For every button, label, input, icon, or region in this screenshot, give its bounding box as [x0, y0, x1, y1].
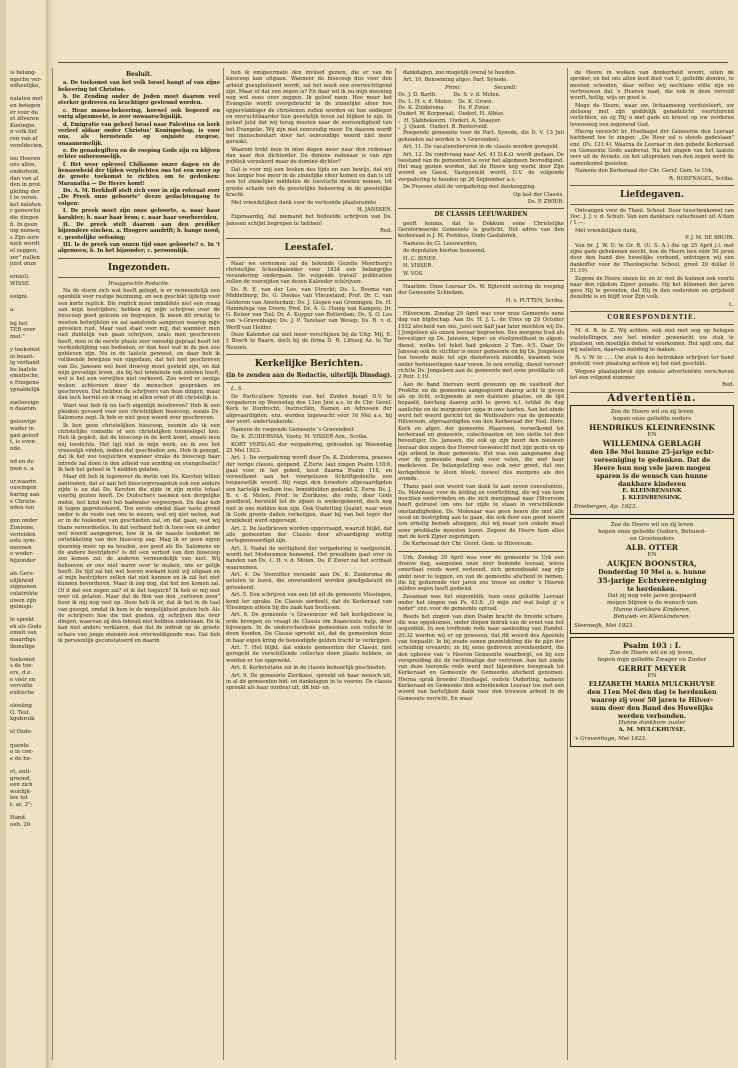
- strip-line: o in con-: [10, 749, 34, 756]
- strip-line: elijkheid: [10, 577, 34, 584]
- ad-name: WILLEMINA GERLAGH: [602, 439, 702, 449]
- strip-line: ieo Heeren: [10, 155, 41, 162]
- advertisement-kleinrensink: [570, 405, 734, 515]
- ad-line: hopen mijn geliefde Zwager en Zuster: [597, 657, 707, 664]
- strip-line: o weder-: [10, 551, 34, 558]
- haarlem-signature: H. v. PUTTEN, Scriba.: [505, 297, 564, 304]
- strip-line: et, anti-: [10, 768, 32, 775]
- strip-line: [10, 650, 48, 657]
- ingezonden-continued: [226, 70, 392, 206]
- paragraph: Hierop verzocht br. Hoefnagel der Gemeente den Leeraar hiebbend toe te zingen: „De Heer zal u steeds gadeslaan" enz. (Ps. 121:4). Waarna de Leeraar in den gebede Kerkeraad en Gemeente Gode aanbeval. Na het zingen van het laatste vers uit de Avondz. en het uitspreken van den zegen werd de samenkomst gesloten.: [570, 129, 734, 167]
- ad-line: werden verbonden.: [617, 712, 687, 721]
- paragraph: „ J. Quant. Ouderl. B. Besterveld.: [398, 123, 489, 130]
- paragraph: c. Hene massa-bekeering, hoewel ook begeerd en vurig afgesmeekt, is zeer onwaarschijnlijk.: [58, 107, 220, 121]
- ad-line: vereeniging te gedenken. Dat de: [593, 456, 711, 465]
- classis-report-end: [398, 130, 564, 190]
- hilversum-report: [398, 311, 564, 548]
- advertisement-meyer: [570, 637, 734, 747]
- ad-line: Dat zij nog vele jaren gespaard: [607, 593, 697, 600]
- paragraph: Want wat heb ik nu toch eigenlijk misdreven? Heb ik een pleidooi gevoerd voor een christelijken bioscoop, zooals Ds. Salomons zegt. Ik heb er niet geen woord over geschreven.: [58, 402, 220, 422]
- ad-name: ALB. OTTER: [625, 543, 679, 553]
- strip-line: e vóór en: [10, 676, 36, 683]
- paragraph: d. Emigratie van geheel Israel naar Palestina en kerk verleef aldaar onder Christus' Koningschap, is voor ons, als berustende op onjuiste exegese, onaannemelijk.: [58, 121, 220, 147]
- ad-line: Zoo de Heere wil en zij leven: [610, 409, 694, 416]
- strip-line: ikonstige: [10, 643, 36, 650]
- strip-line: ndheelijke,: [10, 83, 41, 90]
- ad-line: te herdenken.: [627, 585, 677, 594]
- column-4: [570, 70, 734, 1060]
- ad-line: Hunne dankbare Kinderen,: [613, 607, 691, 614]
- strip-line: O. Test.: [10, 709, 31, 716]
- divider: [570, 204, 734, 205]
- strip-line: bijzonder: [10, 557, 36, 564]
- paragraph: Hilversum. Zondag 29 April was voor onze Gemeente eene dag van blijdschap. Aan Ds. H. J. L. de Vries op 29 October 1922 afscheid van ons, juist een half jaar later mochten wij Ds. J Jongeleen als onzen leeraar begroeten. Des morgens trad als bevestiger op Ds. Janssen, leger- en vlootpredikant in algem. dienst, welke tot tekst had gekozen 2 Tim. 4:5. Daar Ds Janssen ook de stichter is onzer gemeente en bij Ds. Jongeleen ten tweede male tot zijn dienstwerk inleidde, kwamen vele onder herinneringen naar voren. In een ernstig, dienst vervoer richtte Ds. Jongeleen aan de gemeente met eene predikatie uit 2 Petr. 1:19.: [398, 311, 564, 381]
- ad-place-date: Steenwijk, Mei 1923.: [574, 623, 635, 630]
- ad-line: sparen is de wensch van hunne: [596, 472, 708, 481]
- paragraph: H. VISSER.: [403, 263, 433, 270]
- paragraph: De Kerkeraad der Chr. Geref. Gem. te Hilversum.: [403, 541, 533, 548]
- strip-line: ngsche ver-: [10, 76, 42, 83]
- paragraph: b. De Zending onder de Joden moet daarom veel sterker gedreven en krachtiger gesteund worden.: [58, 94, 220, 107]
- paragraph: Deze Kalender zal niet meer verschijnen bij de Uitg. Mij. E. J. Bosch te Baarn, doch bij de firma D. H. Littooij Az. te Ter Neuzen.: [226, 332, 392, 351]
- strip-line: [10, 736, 48, 743]
- strip-line: t: ar, 3";: [10, 801, 33, 808]
- strip-line: [10, 565, 48, 572]
- paragraph: Zooaman was het ongemblik, toen onze geliefde Leeraar onder het zingen van Ps. 43:8: „O mijn ziel wat buigt g' u neder" enz. voor de gemeente optrad.: [398, 593, 564, 613]
- strip-line: kgebruik: [10, 716, 35, 723]
- strip-line: [10, 288, 48, 295]
- strip-line: ypnaldelijk: [10, 386, 40, 393]
- urk-signature: R. HOEFNAGEL, Scriba.: [669, 175, 734, 182]
- ad-name: AUKJEN BOONSTRA,: [607, 559, 697, 569]
- strip-line: olooiing: [10, 703, 32, 709]
- paragraph: de deputaten hiertoe benoemd,: [403, 248, 486, 255]
- liefdegaven-text: [570, 208, 734, 234]
- strip-line: vervatte: [10, 683, 33, 690]
- strip-line: [10, 314, 48, 321]
- divider: [398, 307, 564, 308]
- column-3: [398, 70, 564, 1060]
- paragraph: Art. 11. De vacatureberuren in de classis worden geregeld.: [403, 144, 560, 151]
- paragraph: De Praeses sluit de vergadering met dankzegging.: [403, 184, 536, 191]
- secundi-label: Secundi:: [494, 84, 517, 91]
- ad-line: 35-jarige Echtvereeniging: [597, 576, 707, 586]
- strip-line: r geneerloi: [10, 208, 41, 215]
- strip-line: TER over: [10, 327, 36, 334]
- paragraph: a. De toekomst van het volk Israel hangt af van zijne bekeering tot Christus.: [58, 80, 220, 93]
- ad-line: EN: [647, 432, 657, 439]
- classis-report-continued: [398, 70, 564, 84]
- strip-line: t, is even-: [10, 439, 37, 446]
- paragraph: Maar dit heb ik tegenover de motie van Ds. Kersten willen aantoonen, dat er aan het bioscoopvraagstuk ook een andere zijde is en dat Ds. Kersten die zijde in zijn motie totaal voorbij gezien heeft. De Duitschers noemen een dergelijke motie, het kind met het badwater wegwerpen. En daar heb ik tegen geprotesteerd. Ten eerste omdat daar vaste grond onder is de veste van ons te wezen, wat wij niet weten, wat er in de toekomst van geschieden zal, en dat gaan, wat wij thans veroordeelen. In dat verband heb ik toen een en ander wel woord aangegeven, hoe ik in de naaste toekomst de ontwikkeling van den bioscoop zag. Mag ik er geen eigen meening meer op na houden, zoo goed als Ds. Salomons en de andere bestrijders? Is dit een verbod van den bioscoop zoo komen zal; de anderen vermoedelijk van niet. Wij behoeven er ons niet warm over te maken, wie er gelijk heeft. De tijd zal het wel leeren wiekant kunt wij uitgaan en al mijn bestrijders zullen dat niet kunnen en ik zal het niet kunnen bevorderen. Maar ik zeg nog, dat het zoo komen zal. Of it dat een zegen zal? of ik dat toejuich? Ik heb er mij niet over uit gelaten. Maar dat de film van den „verloren zoon" hoor ik mij nog veel op. Deze heb ik er, dat ik het in de taal van gezegd, omdat ik hem in de mogelijkheid gezien heb. Als de schrijvers hoe die niet goeten, zij schrijven dus over dingen, waarvan zij den inhoud niet hebben onderzaan. En ik kan niet anders verklaren, dan dat de indruk op de groote schare van jonge mannen een overweldigende was. Dat heb ik persoonlijk geconstateerd en daarin: [58, 474, 220, 645]
- strip-line: Hand.: [10, 815, 27, 822]
- ad-line: den 11en Mei den dag te herdenken: [587, 688, 717, 697]
- paragraph: Ds. K. Zuidersma. Ds. P. Zwier.: [398, 105, 491, 112]
- paragraph: Art. 9. De gemeente Zierikzee, spreekt uit haar wensch uit, in al de gemeenten bid- en dankdagen in te voeren. De classis spreekt als haar oordeel uit, dit bid- en: [226, 672, 392, 692]
- divider: [226, 238, 392, 239]
- ls-salutation: L. S.: [231, 386, 243, 393]
- paragraph: H. C. BINEE.: [403, 255, 438, 262]
- primi-label: Primi:: [445, 84, 462, 91]
- paragraph: Aan de hand hiervan werd gewezen op de vastheid der Profetie en de gemeente aangespoord daarop acht te geven als op licht, schijnende in een duistere plaatse, en de tijd bepaald, hierlang daarop acht te geven n.l. totdat de dag aanlichte en de morgenster opga in uwe harten. Aan het einde werd het woord gericht tot de Wethouders van de gemeente Hilversum, afgevaardigden van den Kerkeraad der Ned. Herv. Kerk en afgev. der gemeente Maarssen, verwelkomd tot kerkeraad en gemeente, catechisanten en ten slotte tot den bevestiger, Ds. Janssen, die ook op zijn beurt den nieuwen leeraar den zegen des Heeren toewenscht met zijn gezin en op zijn arbeid in deze gemeente. Het was een aangename dag voor de gemeente maar ook voor velen, die met haar medeleven. De belangstelling was ook zeer groot, dat ons kerkgebouw te klein bleek, zoowel des morgens als des avonds.: [398, 381, 564, 483]
- divider: [398, 208, 564, 209]
- strip-line: [10, 512, 48, 519]
- strip-line: als Gere-: [10, 571, 35, 578]
- paragraph: Ik ken geen christelijken bioscoop, zoomin als ik een christelijke comedie of een christelijken tooneelspel ken. Heb ik gepleit, dat de bioscoop in de kerk komt, zooals men mij toedichte. Het ligt niet in mijn werk, en ik zou het vreeselijk vinden, indien dat geschieden zou. Heb ik gezegd, dat ik het zoo toejuichen wanneer straks de bioscoop haar intrede zal doen in den arbeid van zending en evangelisatie? Ik heb het geheel in 't midden gelaten.: [58, 422, 220, 473]
- strip-line: erniol).: [10, 274, 30, 281]
- urk-report-continued: [570, 70, 734, 174]
- strip-line: [10, 149, 48, 156]
- paragraph: Art. 2. De lastbrieven worden opgevraagd, waaruit blijkt, dat alle gemeenten der Classis door afvaardiging wettig vertegenwoordigd zijn.: [226, 525, 392, 545]
- ad-line: en Grootouders: [629, 536, 675, 543]
- strip-line: [10, 413, 48, 420]
- strip-line: den in prot.: [10, 182, 42, 189]
- classis-sign-b: Ds. P. ZWIER.: [527, 199, 564, 206]
- header-rule: [58, 62, 728, 63]
- strip-line: [10, 393, 48, 400]
- ad-line: waarop zij voor 50 jaren te Hilver-: [590, 696, 714, 705]
- strip-line: quente: [10, 742, 29, 749]
- besluit-heading: Besluit.: [125, 71, 153, 78]
- paragraph: Thans past een woord van dank te aan zeven consulenten, Ds. Molenaar, voor de leiding en voorlichting, die wij van hem mochten ondervinden en die zich menigmaal naar Hilversum heeft getroost om ons ter zijde te staan in verschillende omstandigheden. Ds. Molenaar was geen heere die met alle nood en bestrijding aan te gaan, die ook door een goed woord een ernstig bezoek afzeggen, dat wij maar een enkele maal eene predikatie moesten lezen. Zegene de Heere hem alles met de kerk Zijner zegeningen.: [398, 483, 564, 540]
- paragraph: Art. 10. Benoeming afgev. Part. Synode.: [403, 77, 509, 84]
- paragraph: Ontvangen voor de Theol. School: Door tusschenkomst van Doc. J. J. v. d. Schuit. Van een dankbare catechisant uit A'dam / 1.—.: [570, 207, 734, 227]
- leestafel-heading: Leestafel.: [284, 242, 334, 253]
- paragraph: „ H. Slabbekoorn. Ouderl. A. Snaayer.: [398, 117, 502, 124]
- besluit-list: [58, 80, 220, 254]
- gift-signature: L.: [728, 301, 734, 308]
- strip-line: e Christe-: [10, 498, 37, 505]
- divider: [570, 185, 734, 186]
- paragraph: Roepende gemeente voor de Part. Synode, die D. V. 13 Juli gehouden zal worden is 's Gravendeel.: [398, 130, 564, 143]
- strip-line: n volk lief: [10, 129, 37, 136]
- paragraph: Moge de Heere, waar uw, lichaamsoog verduisteert, uw zielsoog met zijn goddelijk genadelicht voortdurend verlichten, en zij Hij u met gade en kroost op uw verderen levensweg een zegenend God.: [570, 102, 734, 128]
- strip-line: gleling der: [10, 188, 40, 195]
- ad-name: ELIZABETH MARIA MULCKHUYSE: [588, 680, 716, 689]
- paragraph: Ds. K. ZUIDERSMA, Voorz. M. VISSER Azn., Scriba.: [231, 434, 369, 441]
- paragraph: f. Het weer opleveel Chiliasme onzer dagen en de benauwheid der tijden verplichten ons tot een meer op de groote toekomst te richten om te gedenken: Maranatha — De Heere komt!: [58, 161, 220, 187]
- urk-report: [398, 555, 564, 702]
- liefdegaven-heading: Liefdegaven.: [619, 189, 685, 200]
- strip-line: groond,: [10, 775, 32, 782]
- strip-line: e Enogeno: [10, 379, 39, 386]
- ad-line: hopen onze geliefde ouders: [612, 416, 692, 423]
- strip-line: tee tot: [10, 795, 28, 802]
- strip-line: nden ten: [10, 505, 35, 512]
- strip-line: el zeggen,: [10, 248, 38, 255]
- strip-line: s Zijn oore: [10, 234, 40, 241]
- strip-line: ers, d.e.: [10, 670, 33, 677]
- strip-line: bij het: [10, 320, 28, 327]
- ad-signature: E. KLEINRENSINK: [622, 488, 682, 495]
- strip-line: in beant-: [10, 353, 35, 360]
- classis-leeuwarden-text: [398, 221, 564, 277]
- paragraph: Art. 4. De Voorzitter verzoekt aan Ds. K. Zuidersma de notulen te lezen, die onveranderd worden goedgekeurd en geteekend.: [226, 572, 392, 591]
- correspondentie-heading: CORRESPONDENTIE.: [607, 314, 697, 322]
- ad-name: GERRIT MEYER: [618, 664, 686, 674]
- ad-line: Zoo de Heere wil en zij leven,: [609, 650, 695, 657]
- advertisement-otter: [570, 518, 734, 634]
- ad-line: sum door den Band des Huwelijks: [591, 704, 713, 713]
- strip-line: ons allen,: [10, 162, 37, 169]
- ad-name: HENDRIKUS KLEINRENSINK: [589, 423, 715, 433]
- strip-line: gen onder: [10, 518, 38, 525]
- strip-line: oeb. 20.: [10, 821, 32, 828]
- strip-line: zer" nullen: [10, 254, 40, 261]
- paragraph: Met vriendelijken dank,: [575, 227, 638, 234]
- ad-line: hopen onze geliefde Ouders, Behuwd-: [598, 529, 706, 536]
- paragraph: Urk. Zondag 29 April was voor de gemeente te Urk een droeve dag, aangezien onze zoer beminde leeraar, wiens emeritaat reeds werd verleend, zich genoodzaakt zag zijn ambt neer te leggen, en van de gemeente afscheid te nemen, die bij gedurende vier jaren zoo trouw en onder 's Heeren milden zegen heeft gediend.: [398, 554, 564, 593]
- strip-line: die dingen: [10, 215, 39, 222]
- strip-line: ouwingen: [10, 485, 37, 492]
- advertenties-heading: Advertentiën.: [607, 392, 697, 404]
- strip-line: zaeloovige: [10, 399, 39, 406]
- paragraph: De Particuliere Synode van het Zuiden hoopt D.V. te vergaderen op Woensdag den 13en Juni a.s. in de Chr. Geref. Kerk te Dordrecht. Instructiën, Namen en Adressen der afgevaardigden, enz. worden ingewacht vóór 16 Mei a.s. bij der overl. onderteekende.: [226, 393, 392, 426]
- ad-line: Zoo de Heere wil en zij leven: [610, 522, 694, 529]
- ad-line: Donderdag 10 Mei a. s. hunne: [598, 568, 706, 577]
- strip-line: el Ozde-: [10, 729, 33, 736]
- strip-line: nd en de: [10, 459, 34, 466]
- paragraph: Art. 12. De rondvraag naar Art. 41 D.K.O. wordt gedaan. De toestand van de gemeenten is over het algemeen bevredigend. Het mag gezien worden, dat de Heere nog werkt door Zijn woord en Geest. Vastgesteld wordt, D.V. de volgende vergadering te houden op 26 September a.s.: [398, 151, 564, 183]
- strip-line: t te voren.: [10, 195, 39, 202]
- strip-line: [10, 301, 48, 308]
- paragraph: Met vriendelijken dank voor de verleende plaatsruimte: [231, 199, 377, 206]
- strip-line: ing nemen;: [10, 228, 41, 235]
- strip-line: [10, 452, 48, 459]
- strip-line: [10, 340, 48, 347]
- strip-line: Koningin.: [10, 122, 37, 129]
- paragraph: Art. 3. Nadat de wettigheid der vergadering is vastgesteld, wordt het Moderamen benoemd. Het presidium gaat over in handen van Ds. L. H. v. d. Molen. Ds. P. Zwier zal het scribaat waarnemen.: [226, 545, 392, 571]
- strip-line: ër voor de: [10, 109, 38, 116]
- strip-line: toekomst: [10, 656, 36, 663]
- paragraph: III. Is de preek van onzen tijd onze geboorte? e. In 't algemeen; b. In het bijzonder; c. persoonlijk.: [58, 242, 220, 255]
- strip-line: [10, 696, 48, 703]
- paragraph: Naar we vernemen zal de bekende Gezelle Meerburg's christelijke Schoolkalender voor 1924 een belangrijke verandering ondergaan. De volgende travail' publicatien zullen de voorzijden van dezen Kalender sch(rijven:: [226, 260, 392, 286]
- paragraph: Ds. A. M. Berkhoff stelt zich voor in zijn referaat over „De Preek onze geboorte" deeze gedachtengang te volgen:: [58, 188, 220, 207]
- strip-line: este aym-: [10, 538, 37, 545]
- paragraph: Art. 8. Kerkvisitatie zal in de classis behoorlijk geschieden.: [231, 665, 387, 672]
- paragraph: Wegens plaatsgebrek zijn enkele advertentiën verschoven tot een volgend nummer.: [570, 368, 734, 381]
- strip-line: Zonisme,: [10, 524, 35, 531]
- strip-line: ket nalaten: [10, 201, 41, 208]
- strip-line: exitische: [10, 689, 35, 696]
- divider: [570, 311, 734, 312]
- strip-line: vereldecien,: [10, 142, 44, 149]
- paragraph: Namens den Kerkeraad der Chr. Geref. Gem. te Urk,: [575, 168, 714, 175]
- strip-line: e de be-: [10, 755, 32, 762]
- paragraph: I. De preek moet zijn onze geboorte, a. naar haar karakter; b. naar haar bron; c. naar haar voorbereiden.: [58, 208, 220, 221]
- paragraph: Namens de roepende Gemeente 's Gravendeel:: [231, 426, 355, 433]
- strip-line: [10, 611, 48, 618]
- strip-line: dan van al: [10, 175, 39, 182]
- paragraph: e. De genadegiften en de roeping Gods zijn en blijven echter onberouwelijk.: [58, 148, 220, 161]
- correspondentie-text: [570, 328, 734, 381]
- ad-place-date: 's Gravenhage, Mei 1923.: [574, 736, 647, 743]
- paragraph: dankdagen, zoo mogelijk overal te houden.: [403, 70, 517, 76]
- ingezonden-salutation: Hooggeachte Redactie.: [108, 280, 170, 287]
- strip-line: le sprekt: [10, 617, 35, 624]
- ad-signature: J. KLEINRENSINK.: [622, 495, 682, 502]
- strip-line: maardige: [10, 637, 36, 644]
- strip-line: [10, 809, 48, 816]
- strip-line: zigmanen: [10, 584, 37, 591]
- strip-line: ur,waarin: [10, 478, 36, 485]
- kerkelijke-berichten-subheading: (in te zenden aan de Redactie, uiterlijk Dinsdag).: [226, 372, 392, 380]
- strip-line: WISSE.: [10, 281, 31, 287]
- ad-line: dankbare kinderen: [617, 480, 687, 489]
- strip-line: juist onze: [10, 261, 37, 268]
- divider: [398, 280, 564, 281]
- paragraph: Ds. L. H. v. d. Molen. Ds. K. Groen.: [398, 98, 494, 105]
- strip-line: a.: [10, 307, 15, 314]
- strip-line: een zich: [10, 782, 33, 789]
- kerkelijke-berichten-text: [226, 394, 392, 692]
- strip-line: et zilveren: [10, 116, 39, 123]
- liefdegaven-signature: P. J. M. DE BRUIN.: [685, 235, 734, 242]
- paragraph: Zegene de Heere onzen br. en zr. met de kunnen ook voorts naar den rijkdom Zijner genade. Hij het klimmen der jaren geve Hij te gevoelen, dat Hij in den ouderdom en grijsheid dezelfde is en blijft voor Zijn volk.: [570, 275, 734, 301]
- paragraph: heb ik emigeermate den invloed gezien, die er van de bioscoop kan uitgaan. Wanneer de bioscoop dus voor den arbeid geexploiteerd wordt, zal het nooit een overwichtigend zijn. Maar of dat een zegen is? En daar wil ik nu mijn meening nog wel eens over zeggen. Ik geloof neen. Hoe meer het Evangelie wordt overgebracht in de zinnelijke sfeer hoe oppervlakkiger de christenen zullen worden en hoe ondieper en onvruchtbaarder hun geestelijk leven zal blijken te zijn. Ik geloof juist dat wij terug moeten naar de eenvoudigheid van het Evangelie. Wij zijn niet eenvoudig meer. En daarom wordt het menschenhart door het eenvoudige woord niet meer geraakt.: [226, 70, 392, 146]
- editor-note: Eigenaardig, dat niemand het bedoelde schrijven van Ds. Janssen schijnt begrepen te hebben!: [226, 214, 392, 227]
- divider: [226, 382, 392, 383]
- paragraph: Namens de Cl. Leeuwarden,: [403, 240, 478, 247]
- ad-line: Behuwd- en Kleinkinderen.: [613, 614, 691, 621]
- strip-line: nalaten met: [10, 96, 43, 103]
- divider: [58, 277, 220, 278]
- column-1: [58, 70, 220, 1060]
- classis-leeuwarden-heading: DE CLASSIS LEEUWARDEN: [434, 211, 528, 219]
- strip-line: ren van af: [10, 135, 38, 142]
- paragraph: Ds. R. E. van der Lee, van Utrecht; Ds. L. Bouma van Middelburg; Ds. G. Doekes van Vlieuwland; Prof. Dr. C. van Gelderen van Amsterdam; Ds. J. Gispen van Groningen; Ds. H. Hamminga van Doorn; Prof. Dr. A. G. Honig van Kampen; Dr. G. Keizer van Tiel; Dr. A. Kuyper van Rotterdam; Ds. S. O. Los van 's-Gravenhage; Ds. J. P. Tazelaar van Wesep; Ds. B. v. d. Werff van Helder.: [226, 286, 392, 331]
- strip-line: ñ. In geen: [10, 221, 38, 228]
- ad-psalm: Psalm 103 : I.: [623, 641, 681, 651]
- column-rule: [395, 68, 396, 1060]
- strip-line: wader in: [10, 426, 34, 433]
- strip-line: he laatste: [10, 366, 37, 373]
- paragraph: geeft kennis, dat te Dokkum eene Christelijke Gereformeerde Gemeente is gesticht. Het adres van den kerkeraad is J. M. Postmus, Oude Gasfabriek.: [398, 220, 564, 240]
- paragraph: W. VOS.: [403, 270, 424, 277]
- strip-line: [10, 723, 48, 730]
- paragraph: Art. 1. De vergadering wordt door Ds. K. Zuidersma, praeses der vorige classis, geopend. Z.Eerw. laat zingen Psalm 118:6, gaat voor in het gebed, leest daarna Psalm 118. en verwelkomt aan het voorgelezen Schriftgedeelte een toepasselijk woord. Hij roept den broeders afgevaardigden een hartelijk welkom toe. Inmiddelden gedankt Z. Eerw. Ds. J. B. v. d. Molen, Pred. te Zierikzee, die rede, door Gods goedheid, hersteld tot de zijnen is wedergekeerd, doch nog niet in ons midden kon zijn. Ook Ouderling Quaint, naar wien ik Gods groote daden verkeilgen, daar hij van het leger der krankheid werd opgeroept.: [226, 455, 392, 525]
- paragraph: M. d. B. te Z. Wij achten, ook niet met oog op belegen vaststellingen, zoo het minder gewenscht uw stuk te plaatsen, om moeilijke debat te voorkomen. Het spijt ons, dat wij nalieten, daarvan melding te maken.: [570, 328, 734, 354]
- strip-line: is belang-: [10, 70, 37, 76]
- column-2: [226, 70, 392, 1060]
- strip-line: mat.": [10, 333, 25, 340]
- ad-line: EN: [647, 552, 657, 559]
- ad-line: Heere hun nog vele jaren mogen: [593, 464, 711, 473]
- paragraph: Reeds het zingen van dien Psalm bracht de breede schare, die was opgekomen, onder diepen indruk van de ernst van het oogenblik. In een treffende rede naar aanleiding van Handel. 20:32 werden wij er op gewezen, dat dit woord des Apostels van toepaslit: Ie bij zoude eenen gezontdeling die de pijn der scheiding ervaarde; ze bij eene gedreven zevenhonderd, die den opbouw van 's Heeren Gemeente waarborgt, en bij een verspreiding die de rechtmatige der vertrouw. Aan het einde van deze leerende rede werd met bijzondere toespraak tot Kerkeraad en Gemeente de Gemeente afscheid genomen. Hierna sprak broeder Hoefnagel, oudste Ouderling, namens Kerkeraad en Gemeente den scheidenden Leeraar toe met een woord van hartelijken dank voor den trouwen arbeid in de Gemeente verricht. En waar: [398, 613, 564, 702]
- ad-line: Hunne dankbare zuster: [618, 720, 686, 727]
- classis-sign-a: Op last der Classis,: [513, 191, 564, 198]
- strip-line: y toekomst: [10, 346, 40, 353]
- strip-line: nde.: [10, 445, 22, 452]
- divider: [58, 258, 220, 259]
- strip-line: nieh wordt: [10, 241, 40, 248]
- strip-line: emeit van: [10, 630, 37, 637]
- divider: [398, 551, 564, 552]
- divider: [226, 257, 392, 258]
- paragraph: Art. 7. Het blijkt, dat enkele gemeenten der Classis, niet geregeld de verschillende collecten doen plaats hebben, ze worden er toe opgewekt.: [226, 645, 392, 664]
- left-strip-column: [10, 70, 48, 828]
- paragraph: Ouderl. W. Korporaal. Ouderl. H. Albiss.: [398, 111, 505, 118]
- strip-line: meenen: [10, 544, 32, 551]
- strip-line: [10, 472, 48, 479]
- strip-line: lg verhand: [10, 360, 40, 367]
- column-rule: [223, 68, 224, 1060]
- column-rule: [567, 68, 568, 1060]
- paragraph: Van br. J. W. D. te Gr. R. (U. S. A.) die op 25 April j.l. met zijne gade gehekenen mocht, hoe de Heere hen vóór 50 jaren door den band des huwelijks verbond, ontvingen wij een dankoffer voor de Theologische School, groot 20 dollar (f 51.10).: [570, 242, 734, 275]
- strip-line: [10, 762, 48, 769]
- strip-line: uwen zijn: [10, 597, 37, 604]
- strip-line: colatrekte: [10, 590, 38, 597]
- strip-line: s de toe-: [10, 663, 34, 670]
- editor-note-signature: Red.: [380, 228, 392, 235]
- strip-line: baring aan: [10, 492, 40, 498]
- strip-line: ek als Gods: [10, 623, 42, 630]
- correspondentie-signature: Red.: [722, 382, 734, 389]
- paragraph: Art. 6. De gemeente 's Gravenzoer wil het kerkgebouw in orde brengen en vraagt de Classis om financieele hulp, door bijvoegen. In de onderscheidene gemeenten een collecte te doen houden. De Classis spreekt uit, dat de gemeenten deze in haar eigen kring de benoodigde gelden tracht te verkrijgen.: [226, 612, 392, 644]
- strip-line: enderheid,: [10, 168, 40, 175]
- strip-line: verleiden: [10, 531, 36, 538]
- synode-labels: [398, 85, 564, 91]
- strip-line: ematische,: [10, 373, 40, 380]
- paragraph: Waarom trekt men in onze dagen meer naar den redenaar dan naar den dichterder. De domine redenaar is van zijn publiek verzekerd maar de dominé-dichter?: [226, 146, 392, 166]
- haarlem-notice: Haarlem. Onze Leeraar Ds. W. Bijleveld outving de roeping der Gemeente Schiedam.: [398, 284, 564, 297]
- newspaper-page: [6, 0, 738, 1068]
- paragraph: Dat is voor mij een teeken des tijds en een bewijs, dat wij hoe langer hoe meer in de zinnelijke sfeer komen en dan is uit een tot zinnelijke middelen de toevlucht moeten nemen, tot groote schade van de geestelijke bekeering in de geestelijke kracht.: [226, 166, 392, 199]
- strip-line: jnen o. a.: [10, 465, 36, 472]
- strip-line: wonlijk-: [10, 788, 32, 795]
- ad-line: mogen blijven is de wensch van: [607, 600, 697, 607]
- strip-line: eelgni.: [10, 294, 29, 301]
- strip-line: geimspi-: [10, 604, 34, 611]
- paragraph: Ds. J. D. Barth. Ds. S. v. d. Molen.: [398, 92, 501, 99]
- gift-notice: [570, 243, 734, 301]
- synode-delegates: [398, 92, 564, 130]
- ingezonden-signature: H. JANSSEN.: [357, 206, 392, 213]
- ad-line: EN: [647, 673, 657, 680]
- paragraph: Na de storm zich wat heeft gelegd, is er vermoedelijk een ogenblik voor rustige bezinning, en een geschikt tijdstip voor een korte replick. Die replick moet inmiddels niet een vraag aan mijn bestrijders; hebben zij mijn schrijven over de bioscoop goed gelezen en begrepen. Ik meen dit ernstig te moeten betwijfelen en zal aanstonds aangeven waarop mijn gevoelen rust. Maar vast staat voor mij, dat wanneer men niet duidelijk van gaan schrijven, zoals men geschreven heeft, men in de eerste plaats zeer onnodig gepraat heeft tot verduidelijking van bedoelen, er dan heel wat in de pen zou gebleven zijn. Nu in de laatste geweest, en daar heb ik voldoende bewijzen van opgedaan, dat het met geschreven van Ds. Janssen wel heel droevig moet gesteld zijn, en dat mijn gevoelige leven, zie bij het tenminste ook zeloten heeft, wel is het een verwijten niet verkeerd. Zoo werd er eenige weken achtereen door de menschen gesproken en geschreven. Dat hebben de schrijvers van deze dingen, maar dan toch herrièl en ik vraag in allen ernst of dit christelijk is.: [58, 288, 220, 402]
- column-rule: [52, 68, 53, 1060]
- ad-place-date: Driebergen, Ap. 1923.: [574, 504, 638, 511]
- paragraph: KORT VERSLAG der vergadering, gehouden op Woensdag 25 Mei 1923.: [226, 441, 392, 454]
- paragraph: Art. 5. Een schrijven van een lid uit de gemeente Vlissingen, komt ter sprake. De Classis oordeelt, dat de Kerkeraad van Vlissingen alléén bij die zaak kan beslissen.: [226, 592, 392, 611]
- kerkelijke-berichten-heading: Kerkelijke Berichten.: [254, 359, 364, 370]
- paragraph: II. De preek stelt daarom aan den prediker bijzondere eischen. a. Hoogere aandrift; b. bange nood; c. geestelijke oefening;: [58, 222, 220, 241]
- strip-line: geloovige: [10, 419, 37, 426]
- ingezonden-text: [58, 288, 220, 644]
- ad-signature: A. M. MULCKHUYSE.: [618, 727, 686, 734]
- leestafel-text: [226, 261, 392, 352]
- divider: [226, 354, 392, 355]
- strip-line: n daarom: [10, 406, 36, 413]
- ingezonden-heading: Ingezonden.: [107, 262, 171, 273]
- paragraph: de Heere in wolken van donkerheid woont, uiten de spreker, en het ons allen leed doet van U, geliefde domine, te moeten scheiden, daar willen wij nochtans stille zijn en vertrouwen dat 's Heeren raad, die ook in deze vervuld wordt, heilig, wijs en goed is.: [570, 70, 734, 102]
- strip-line: gad geloof: [10, 432, 39, 439]
- strip-line: [10, 90, 48, 97]
- strip-line: en betegen: [10, 102, 41, 109]
- divider: [570, 324, 734, 325]
- paragraph: N. v. W. te ..... Uw stuk is den betrokken schrijver ter hand gesteld; voor plaatsing achten wij het niet geschikt.: [570, 354, 734, 368]
- ad-line: den 18e Mei hunne 25-jarige echt-: [589, 448, 715, 457]
